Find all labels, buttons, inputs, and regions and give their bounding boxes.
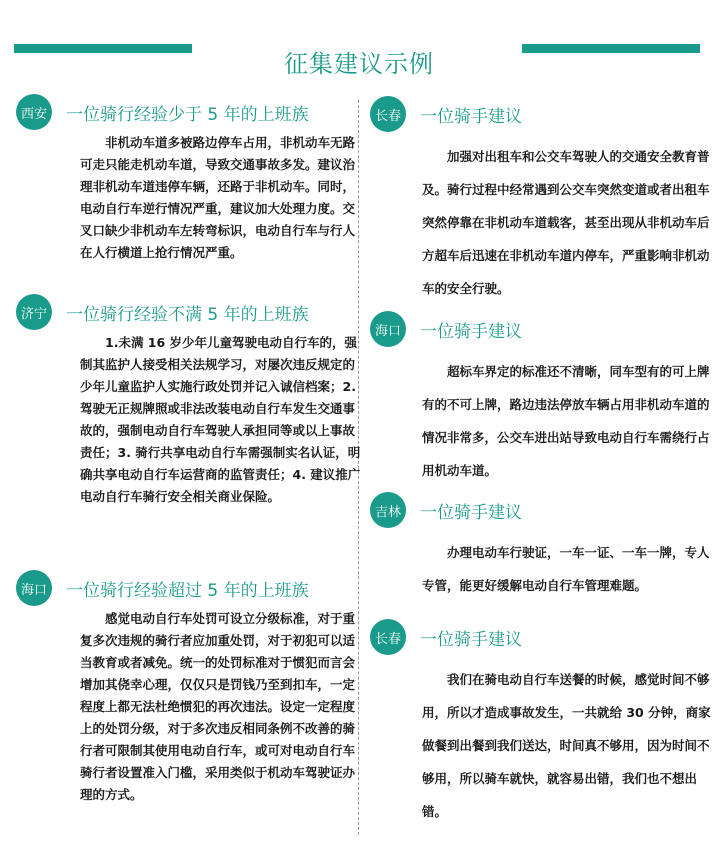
city-badge: 海口 [16,570,52,606]
entry-header [16,94,362,130]
entry-jining [16,294,362,508]
entry-header [16,570,362,606]
entry-heading: 一位骑手建议 [420,322,522,342]
page-title: 征集建议示例 [284,50,434,79]
entry-header [370,619,717,655]
entry-heading: 一位骑手建议 [420,630,522,650]
entry-header [370,96,717,132]
entry-changchun-2 [370,619,717,828]
entry-text: 办理电动车行驶证，一车一证、一车一牌，专人专管，能更好缓解电动自行车管理难题。 [422,545,710,593]
entry-text: 非机动车道多被路边停车占用，非机动车无路可走只能走机动车道，导致交通事故多发。建议治理非机动车道违停车辆，还路于非机动车。同时，电动自行车逆行情况严重，建议加大处理力度。交叉口缺少非机动车左转弯标识，电动自行车与行人在人行横道上抢行情况严重。 [80,135,356,260]
city-badge: 海口 [370,311,406,347]
entry-text: 加强对出租车和公交车驾驶人的交通安全教育普及。骑行过程中经常遇到公交车突然变道或者出租车突然停靠在非机动车道载客，甚至出现从非机动车后方超车后迅速在非机动车道内停车，严重影响非机动车的安全行驶。 [422,149,710,296]
entry-text: 我们在骑电动自行车送餐的时候，感觉时间不够用，所以才造成事故发生，一共就给 30 分钟，商家做餐到出餐到我们送达，时间真不够用，因为时间不够用，所以骑车就快，就容易出错，我们也不想出错。 [422,672,711,819]
entry-heading: 一位骑手建议 [420,503,522,523]
entry-heading: 一位骑行经验超过 5 年的上班族 [66,581,309,601]
entry-changchun-1 [370,96,717,305]
city-badge: 长春 [370,96,406,132]
entry-text: 超标车界定的标准还不清晰，同车型有的可上牌有的不可上牌，路边违法停放车辆占用非机动车道的情况非常多，公交车进出站导致电动自行车需绕行占用机动车道。 [422,364,710,478]
entry-header [370,492,717,528]
city-badge: 西安 [16,94,52,130]
entry-jilin [370,492,717,602]
entry-heading: 一位骑手建议 [420,107,522,127]
entry-haikou-1 [16,570,362,806]
city-badge: 吉林 [370,492,406,528]
city-badge: 济宁 [16,294,52,330]
entry-text: 1.未满 16 岁少年儿童驾驶电动自行车的，强制其监护人接受相关法规学习，对屡次违反规定的少年儿童监护人实施行政处罚并记入诚信档案；2. 驾驶无正规牌照或非法改装电动自行车发生交通事故的，强制电动自行车驾驶人承担同等或以上事故责任；3. 骑行共享电动自行车需强制实名认证，明确共享电动自行车运营商的监管责任；4. 建议推广电动自行车骑行安全相关商业保险。 [80,335,361,504]
entry-header [16,294,362,330]
entry-heading: 一位骑行经验不满 5 年的上班族 [66,305,309,325]
city-badge: 长春 [370,619,406,655]
entry-heading: 一位骑行经验少于 5 年的上班族 [66,105,309,125]
entry-haikou-2 [370,311,717,487]
entry-header [370,311,717,347]
entry-text: 感觉电动自行车处罚可设立分级标准，对于重复多次违规的骑行者应加重处罚，对于初犯可以适当教育或者减免。统一的处罚标准对于惯犯而言会增加其侥幸心理，仅仅只是罚钱乃至到扣车，一定程度上都无法杜绝惯犯的再次违法。设定一定程度上的处罚分级，对于多次违反相同条例不改善的骑行者可限制其使用电动自行车，或可对电动自行车骑行者设置准入门槛，采用类似于机动车驾驶证办理的方式。 [80,611,356,802]
entry-xian [16,94,362,264]
